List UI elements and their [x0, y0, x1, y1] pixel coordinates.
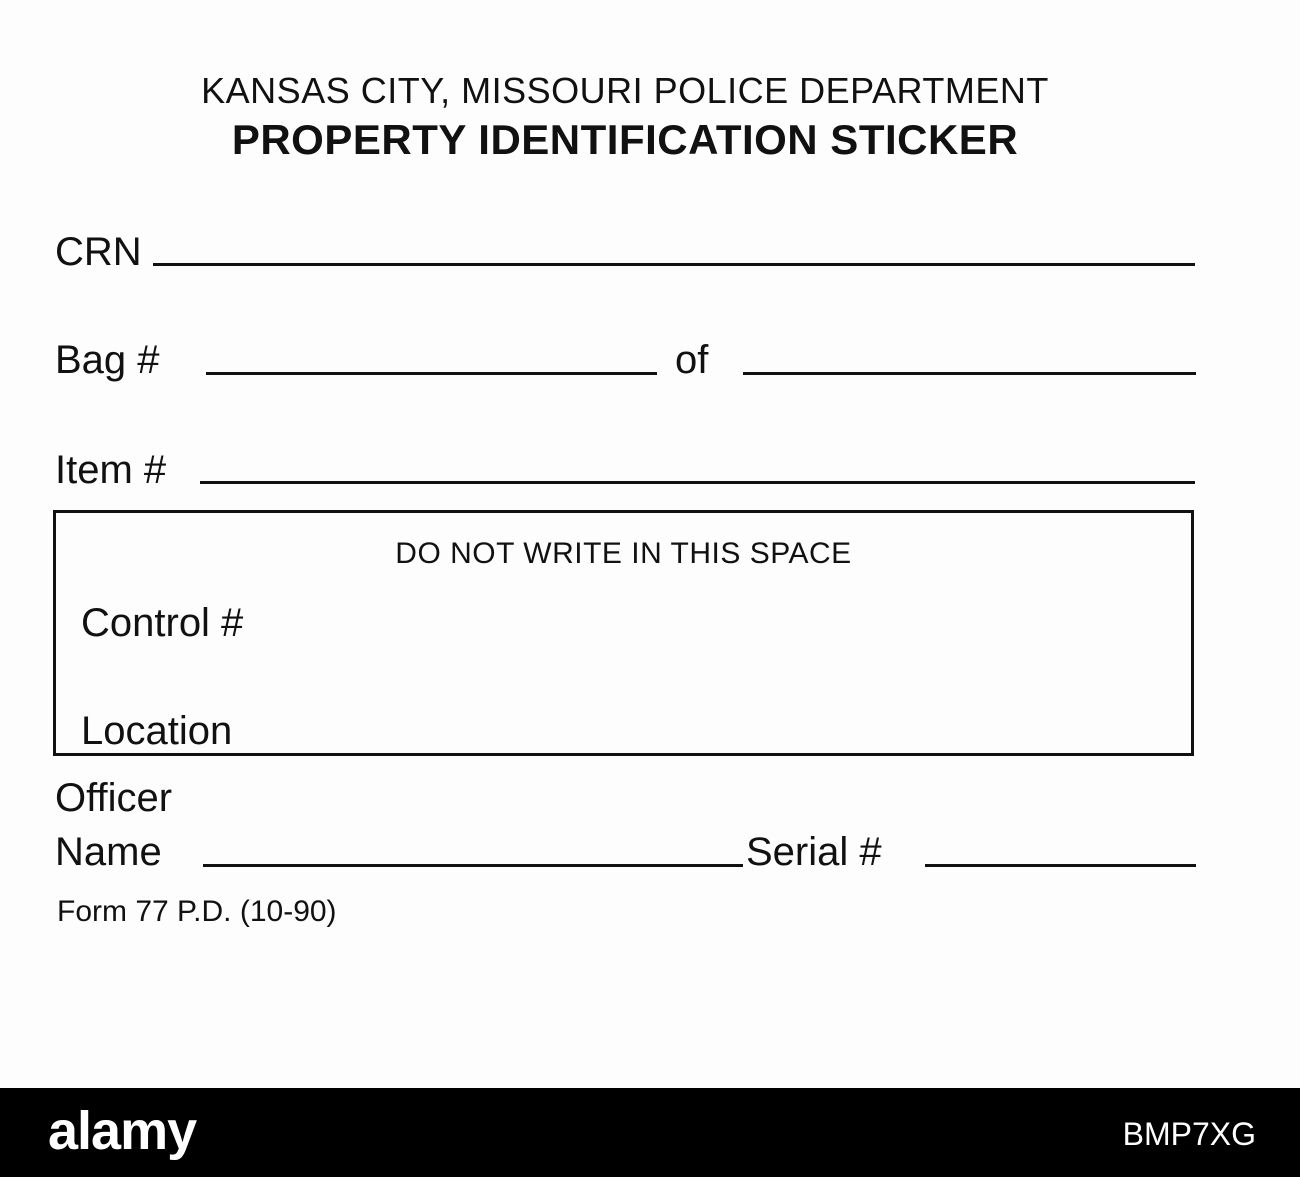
bag-total-field-line[interactable] — [743, 372, 1196, 375]
officer-label: Officer — [55, 776, 173, 820]
item-number-field-line[interactable] — [200, 481, 1195, 484]
serial-number-label: Serial # — [746, 830, 882, 874]
office-use-box — [53, 510, 1194, 756]
image-stock-id: BMP7XG — [1122, 1116, 1256, 1152]
serial-number-field-line[interactable] — [925, 864, 1196, 867]
item-label: Item # — [55, 448, 167, 492]
officer-name-field-line[interactable] — [203, 864, 743, 867]
watermark-bar — [0, 1088, 1300, 1177]
crn-field-line[interactable] — [153, 263, 1195, 266]
bag-of-label: of — [675, 338, 709, 382]
brand-logo: alamy — [48, 1101, 197, 1161]
officer-name-label: Name — [55, 830, 162, 874]
form-number: Form 77 P.D. (10-90) — [57, 895, 337, 928]
control-number-label: Control # — [81, 601, 244, 645]
location-label: Location — [81, 709, 233, 753]
bag-label: Bag # — [55, 338, 160, 382]
do-not-write-notice: DO NOT WRITE IN THIS SPACE — [395, 537, 852, 570]
department-heading: KANSAS CITY, MISSOURI POLICE DEPARTMENT — [201, 70, 1049, 111]
crn-label: CRN — [55, 230, 142, 274]
bag-number-field-line[interactable] — [206, 372, 657, 375]
form-title: PROPERTY IDENTIFICATION STICKER — [231, 116, 1019, 163]
